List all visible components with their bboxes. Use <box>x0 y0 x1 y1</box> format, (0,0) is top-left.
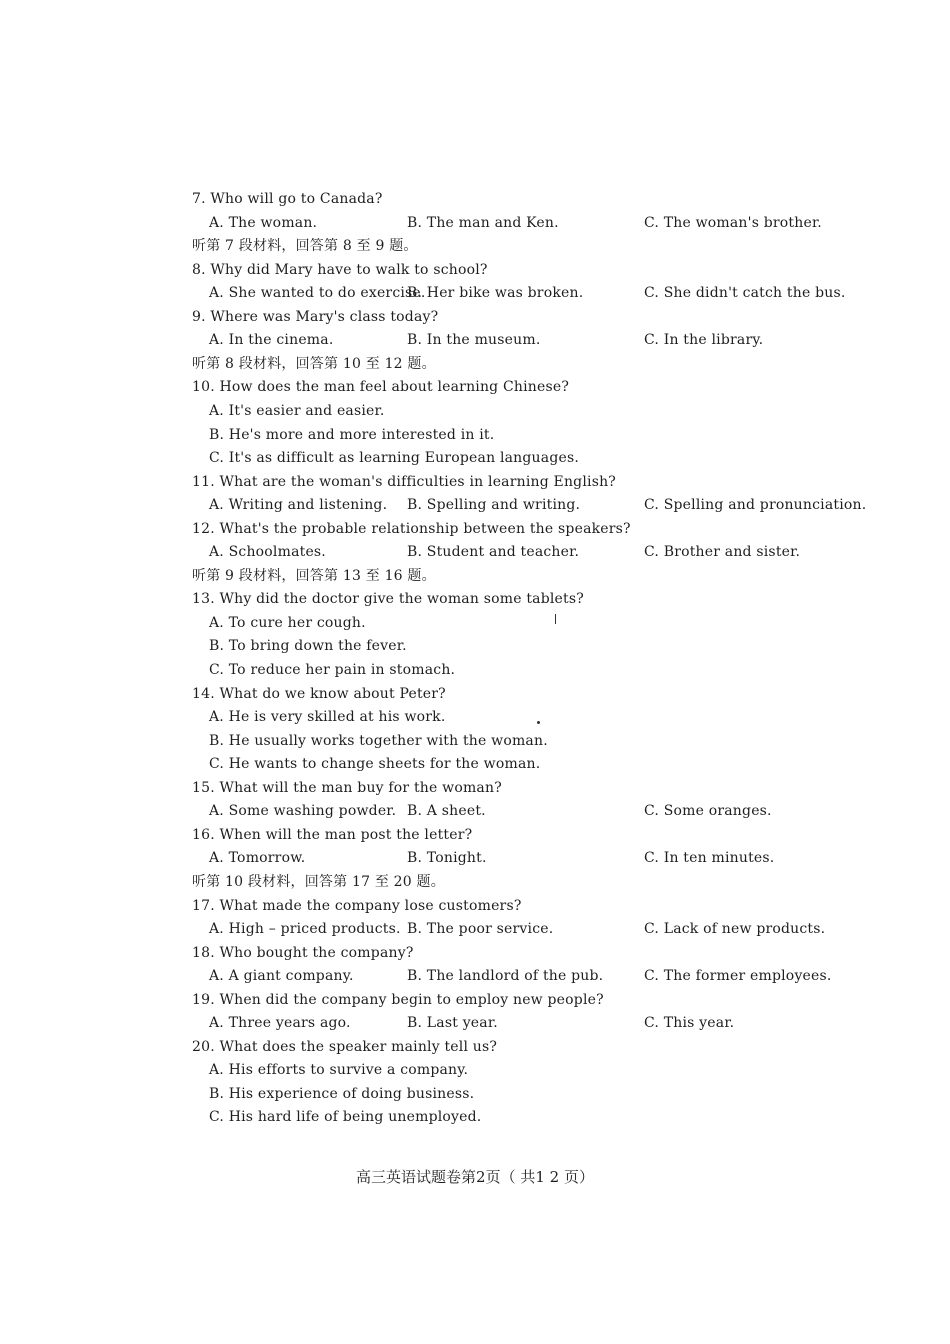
question-text: 18. Who bought the company? <box>192 945 414 961</box>
answer-option-a: A. Tomorrow. <box>209 850 306 866</box>
answer-option-a: A. A giant company. <box>209 968 354 984</box>
answer-option-b: B. Spelling and writing. <box>407 497 581 513</box>
question-text: 9. Where was Mary's class today? <box>192 309 439 325</box>
answer-option: A. It's easier and easier. <box>209 403 385 419</box>
question-text: 13. Why did the doctor give the woman some tablets? <box>192 591 584 607</box>
answer-option: C. His hard life of being unemployed. <box>209 1109 482 1125</box>
answer-option-b: B. Last year. <box>407 1015 498 1031</box>
answer-option-b: B. In the museum. <box>407 332 541 348</box>
answer-option: B. His experience of doing business. <box>209 1086 475 1102</box>
question-text: 14. What do we know about Peter? <box>192 686 446 702</box>
answer-option-c: C. Brother and sister. <box>644 544 801 560</box>
answer-option-c: C. In the library. <box>644 332 764 348</box>
answer-option-c: C. Some oranges. <box>644 803 772 819</box>
answer-option: B. To bring down the fever. <box>209 638 407 654</box>
answer-option-b: B. The man and Ken. <box>407 215 559 231</box>
question-text: 16. When will the man post the letter? <box>192 827 473 843</box>
answer-option: C. To reduce her pain in stomach. <box>209 662 456 678</box>
answer-option-a: A. Writing and listening. <box>209 497 388 513</box>
question-text: 20. What does the speaker mainly tell us? <box>192 1039 498 1055</box>
question-text: 17. What made the company lose customers? <box>192 898 522 914</box>
answer-option: C. He wants to change sheets for the woman. <box>209 756 541 772</box>
answer-option-a: A. In the cinema. <box>209 332 334 348</box>
question-text: 10. How does the man feel about learning Chinese? <box>192 379 570 395</box>
answer-option-a: A. Some washing powder. <box>209 803 397 819</box>
answer-option-c: C. Lack of new products. <box>644 921 826 937</box>
answer-option-a: A. High – priced products. <box>209 921 401 937</box>
scan-speck <box>537 721 540 724</box>
section-instruction: 听第 9 段材料，回答第 13 至 16 题。 <box>192 568 436 584</box>
answer-option: A. His efforts to survive a company. <box>209 1062 469 1078</box>
answer-option-a: A. Schoolmates. <box>209 544 326 560</box>
answer-option-b: B. The landlord of the pub. <box>407 968 604 984</box>
answer-option-b: B. The poor service. <box>407 921 554 937</box>
section-instruction: 听第 7 段材料，回答第 8 至 9 题。 <box>192 238 418 254</box>
question-text: 11. What are the woman's difficulties in learning English? <box>192 474 616 490</box>
answer-option-a: A. The woman. <box>209 215 318 231</box>
answer-option: A. To cure her cough. <box>209 615 366 631</box>
answer-option: B. He usually works together with the woman. <box>209 733 548 749</box>
answer-option-a: A. She wanted to do exercise. <box>209 285 426 301</box>
question-text: 8. Why did Mary have to walk to school? <box>192 262 488 278</box>
question-text: 7. Who will go to Canada? <box>192 191 383 207</box>
answer-option-a: A. Three years ago. <box>209 1015 351 1031</box>
answer-option-c: C. This year. <box>644 1015 735 1031</box>
answer-option-b: B. A sheet. <box>407 803 486 819</box>
section-instruction: 听第 8 段材料，回答第 10 至 12 题。 <box>192 356 436 372</box>
answer-option-b: B. Tonight. <box>407 850 487 866</box>
question-text: 15. What will the man buy for the woman? <box>192 780 502 796</box>
section-instruction: 听第 10 段材料，回答第 17 至 20 题。 <box>192 874 445 890</box>
answer-option-c: C. She didn't catch the bus. <box>644 285 846 301</box>
answer-option-c: C. Spelling and pronunciation. <box>644 497 867 513</box>
question-text: 19. When did the company begin to employ new people? <box>192 992 604 1008</box>
answer-option-b: B. Student and teacher. <box>407 544 580 560</box>
answer-option-c: C. In ten minutes. <box>644 850 775 866</box>
question-text: 12. What's the probable relationship between the speakers? <box>192 521 631 537</box>
answer-option-b: B. Her bike was broken. <box>407 285 584 301</box>
answer-option: C. It's as difficult as learning European languages. <box>209 450 579 466</box>
answer-option: B. He's more and more interested in it. <box>209 427 495 443</box>
answer-option-c: C. The former employees. <box>644 968 832 984</box>
answer-option-c: C. The woman's brother. <box>644 215 822 231</box>
answer-option: A. He is very skilled at his work. <box>209 709 446 725</box>
scan-speck <box>555 614 556 624</box>
page-footer: 高三英语试题卷第2页（ 共1 2 页） <box>356 1168 594 1186</box>
